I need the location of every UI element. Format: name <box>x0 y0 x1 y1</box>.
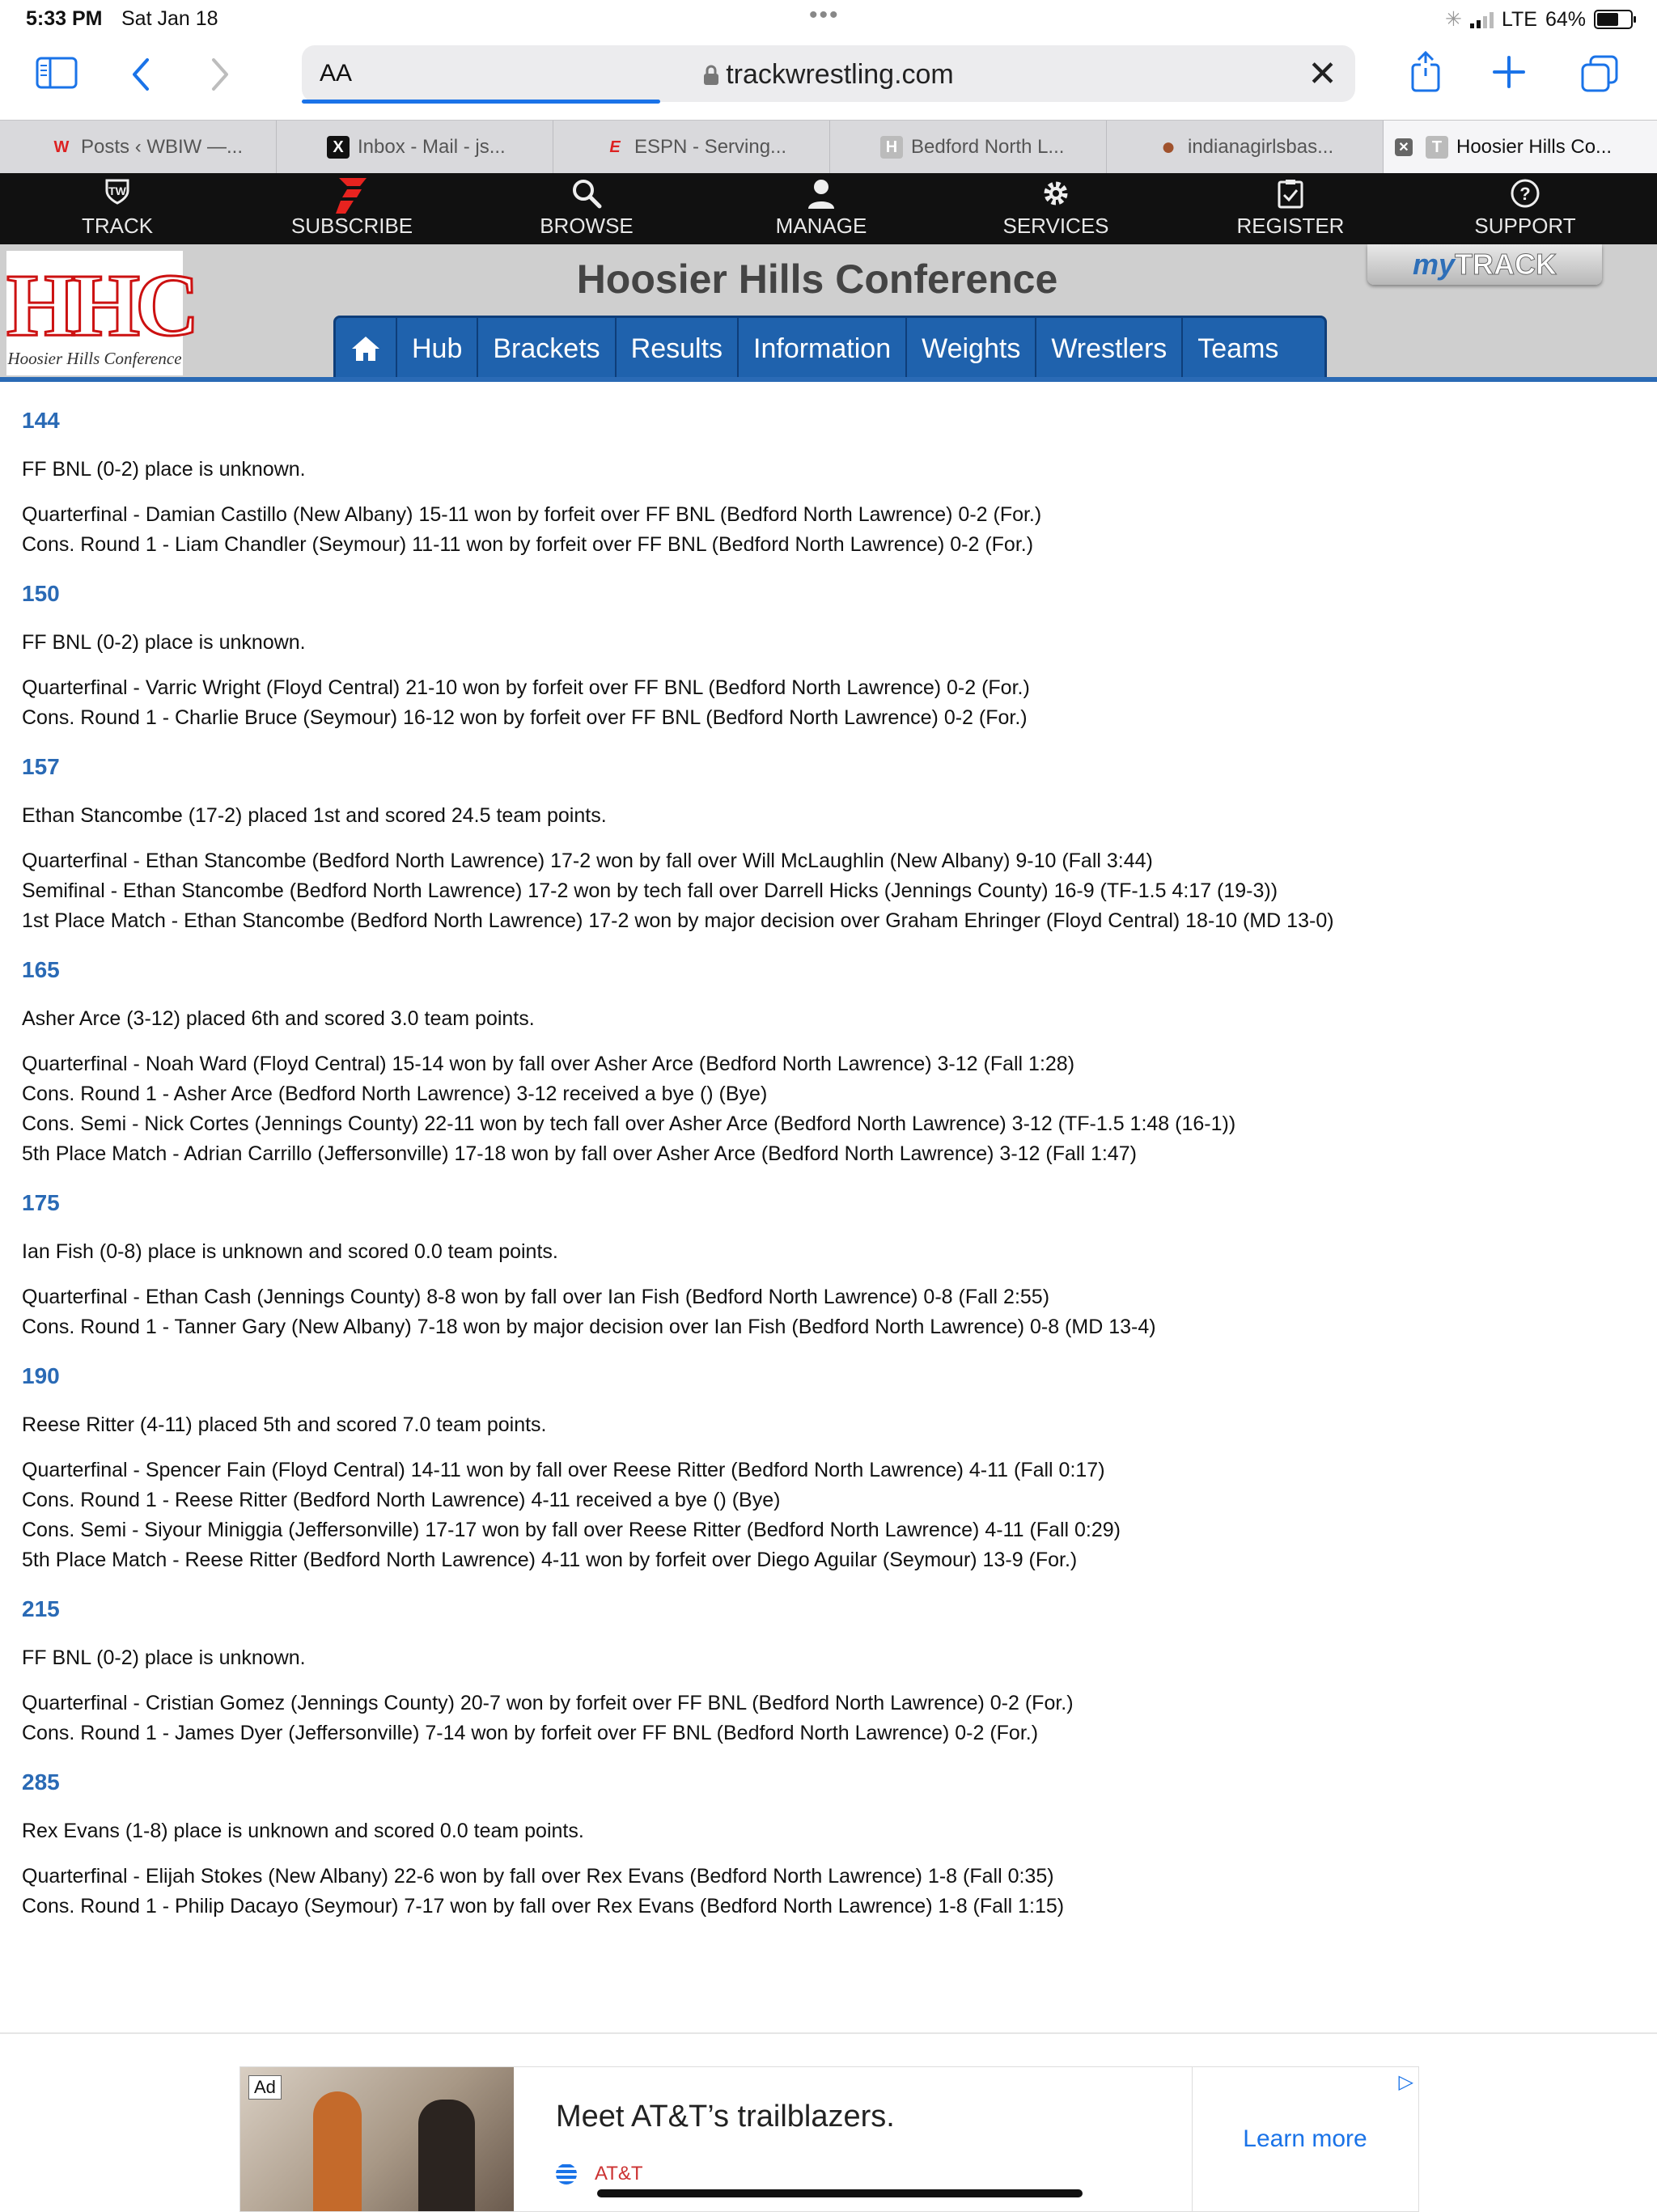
logo-subtitle: Hoosier Hills Conference <box>7 349 182 368</box>
conference-header <box>0 244 1657 377</box>
subnav-wrestlers[interactable]: Wrestlers <box>1036 318 1183 379</box>
mail-favicon-icon: X <box>327 136 350 159</box>
nav-subscribe[interactable] <box>235 173 469 244</box>
page-title: Hoosier Hills Conference <box>576 256 1058 302</box>
tab-title: indianagirlsbas... <box>1188 136 1334 158</box>
weight-section <box>22 1593 1632 1748</box>
tab-title: Posts ‹ WBIW —... <box>81 136 244 158</box>
reader-options-button[interactable]: AA <box>320 60 353 87</box>
ad-divider <box>0 2032 1657 2034</box>
placement-summary: FF BNL (0-2) place is unknown. <box>22 1646 306 1669</box>
mytrack-my: my <box>1412 248 1456 281</box>
nav-track[interactable] <box>0 173 235 244</box>
match-result: Cons. Round 1 - Tanner Gary (New Albany) 7-18 won by major decision over Ian Fish (Bedford North Lawrence) 0-8 (MD 13-4) <box>22 1316 1156 1338</box>
subnav-results[interactable]: Results <box>617 318 739 379</box>
weight-section <box>22 1187 1632 1342</box>
learn-more-button[interactable]: Learn more <box>1243 2125 1367 2152</box>
home-indicator[interactable] <box>597 2189 1083 2197</box>
weight-class-heading: 157 <box>22 754 60 779</box>
weight-class-heading: 165 <box>22 957 60 982</box>
mytrack-button[interactable] <box>1367 244 1602 285</box>
ad-headline[interactable]: Meet AT&T’s trailblazers. <box>556 2100 895 2134</box>
match-result: Cons. Round 1 - Reese Ritter (Bedford North Lawrence) 4-11 received a bye () (Bye) <box>22 1489 781 1511</box>
weight-section <box>22 1766 1632 1922</box>
weight-class-heading: 175 <box>22 1190 60 1215</box>
nav-label: REGISTER <box>1236 214 1345 238</box>
match-result: 5th Place Match - Reese Ritter (Bedford North Lawrence) 4-11 won by forfeit over Diego Aguilar (Seymour) 13-9 (For.) <box>22 1549 1078 1571</box>
placement-summary: Rex Evans (1-8) place is unknown and scored 0.0 team points. <box>22 1820 584 1842</box>
battery-icon <box>1594 10 1633 29</box>
weight-section <box>22 751 1632 936</box>
match-result: Cons. Round 1 - Asher Arce (Bedford North Lawrence) 3-12 received a bye () (Bye) <box>22 1083 768 1105</box>
url-domain: trackwrestling.com <box>726 59 954 90</box>
nav-support[interactable] <box>1408 173 1642 244</box>
page-favicon-icon: H <box>880 136 903 159</box>
browser-tab[interactable] <box>553 121 830 174</box>
multitask-dots-icon[interactable]: ••• <box>809 2 840 28</box>
ad-brand <box>556 2163 643 2185</box>
mytrack-track: TRACK <box>1455 248 1557 281</box>
weight-section <box>22 578 1632 733</box>
match-result: Cons. Round 1 - Charlie Bruce (Seymour) 16-12 won by forfeit over FF BNL (Bedford North Lawrence) 0-2 (For.) <box>22 706 1028 729</box>
user-icon <box>704 178 939 214</box>
status-bar <box>0 0 1657 39</box>
trackwrestling-nav <box>0 173 1657 244</box>
nav-label: SUPPORT <box>1474 214 1576 238</box>
signal-icon <box>1470 11 1494 28</box>
flo-logo-icon <box>235 178 469 214</box>
weight-class-heading: 144 <box>22 408 60 433</box>
tab-title: Hoosier Hills Co... <box>1456 136 1613 158</box>
match-list <box>22 1862 1632 1922</box>
tab-title: Bedford North L... <box>911 136 1065 158</box>
subnav-brackets[interactable]: Brackets <box>478 318 616 379</box>
search-icon <box>469 178 704 214</box>
weight-section <box>22 954 1632 1169</box>
svg-text:TW: TW <box>108 184 126 197</box>
match-result: 5th Place Match - Adrian Carrillo (Jeffersonville) 17-18 won by fall over Asher Arce (Bedford North Lawrence) 3-12 (Fall 1:47) <box>22 1142 1137 1165</box>
match-result: Quarterfinal - Cristian Gomez (Jennings County) 20-7 won by forfeit over FF BNL (Bedford North Lawrence) 0-2 (For.) <box>22 1692 1074 1714</box>
loading-spinner-icon: ✳ <box>1445 8 1462 31</box>
battery-percent: 64% <box>1545 7 1586 31</box>
ad-tag: Ad <box>248 2075 282 2100</box>
status-date: Sat Jan 18 <box>121 7 218 30</box>
loading-progress-bar <box>302 100 660 104</box>
match-result: Quarterfinal - Elijah Stokes (New Albany) 22-6 won by fall over Rex Evans (Bedford North Lawrence) 1-8 (Fall 0:35) <box>22 1865 1054 1888</box>
nav-label: SUBSCRIBE <box>290 214 413 238</box>
match-result: Cons. Round 1 - James Dyer (Jeffersonville) 7-14 won by forfeit over FF BNL (Bedford North Lawrence) 0-2 (For.) <box>22 1722 1039 1744</box>
match-list <box>22 1456 1632 1575</box>
placement-summary: Ethan Stancombe (17-2) placed 1st and scored 24.5 team points. <box>22 804 607 827</box>
match-result: Quarterfinal - Ethan Stancombe (Bedford North Lawrence) 17-2 won by fall over Will McLaughlin (New Albany) 9-10 (Fall 3:44) <box>22 850 1153 872</box>
match-result: Quarterfinal - Damian Castillo (New Albany) 15-11 won by forfeit over FF BNL (Bedford North Lawrence) 0-2 (For.) <box>22 503 1042 526</box>
match-list <box>22 500 1632 560</box>
ad-brand-name: AT&T <box>595 2163 643 2184</box>
match-list <box>22 1049 1632 1169</box>
nav-manage[interactable] <box>704 173 939 244</box>
match-result: Quarterfinal - Noah Ward (Floyd Central) 15-14 won by fall over Asher Arce (Bedford North Lawrence) 3-12 (Fall 1:28) <box>22 1053 1075 1075</box>
ad-person-figure <box>418 2100 475 2211</box>
match-list <box>22 846 1632 936</box>
match-result: Cons. Semi - Nick Cortes (Jennings County) 22-11 won by tech fall over Asher Arce (Bedford North Lawrence) 3-12 (TF-1.5 1:48 (16-1)) <box>22 1112 1236 1135</box>
browser-tab[interactable] <box>0 121 277 174</box>
match-result: Semifinal - Ethan Stancombe (Bedford North Lawrence) 17-2 won by tech fall over Darrell Hicks (Jennings County) 16-9 (TF-1.5 4:17 (19-3)) <box>22 879 1278 902</box>
back-icon[interactable] <box>129 57 152 99</box>
nav-label: SERVICES <box>1002 214 1109 238</box>
browser-tab-active[interactable] <box>1384 121 1657 174</box>
sidebar-icon[interactable] <box>36 57 78 95</box>
tabs-overview-icon[interactable] <box>1581 55 1618 99</box>
weight-section <box>22 1360 1632 1575</box>
ad-person-figure <box>313 2091 362 2211</box>
close-tab-icon[interactable]: ✕ <box>1395 138 1413 156</box>
match-result: Cons. Semi - Siyour Miniggia (Jeffersonville) 17-17 won by fall over Reese Ritter (Bedford North Lawrence) 4-11 (Fall 0:29) <box>22 1519 1121 1541</box>
stop-loading-icon[interactable]: ✕ <box>1307 54 1337 94</box>
weight-class-heading: 150 <box>22 581 60 606</box>
trackwrestling-favicon-icon: T <box>1426 136 1448 159</box>
weight-class-heading: 285 <box>22 1769 60 1795</box>
nav-label: BROWSE <box>540 214 634 238</box>
subnav-weights[interactable]: Weights <box>907 318 1036 379</box>
placement-summary: FF BNL (0-2) place is unknown. <box>22 631 306 654</box>
match-result: Quarterfinal - Ethan Cash (Jennings County) 8-8 won by fall over Ian Fish (Bedford North Lawrence) 0-8 (Fall 2:55) <box>22 1286 1050 1308</box>
match-result: Quarterfinal - Spencer Fain (Floyd Central) 14-11 won by fall over Reese Ritter (Bedford North Lawrence) 4-11 (Fall 0:17) <box>22 1459 1105 1481</box>
tab-title: Inbox - Mail - js... <box>358 136 506 158</box>
track-logo-icon <box>0 178 235 214</box>
results-list <box>22 398 1632 1939</box>
match-list <box>22 673 1632 733</box>
new-tab-icon[interactable] <box>1492 55 1526 95</box>
header-divider <box>0 377 1657 382</box>
match-result: Cons. Round 1 - Liam Chandler (Seymour) 11-11 won by forfeit over FF BNL (Bedford North Lawrence) 0-2 (For.) <box>22 533 1034 556</box>
browser-tab[interactable] <box>830 121 1107 174</box>
weight-class-heading: 190 <box>22 1363 60 1388</box>
status-time: 5:33 PM <box>26 7 103 30</box>
match-list <box>22 1282 1632 1342</box>
nav-label: TRACK <box>81 214 154 238</box>
hhc-logo[interactable] <box>6 251 195 375</box>
gear-icon <box>939 178 1173 214</box>
subnav-hub[interactable]: Hub <box>397 318 478 379</box>
lock-icon <box>703 65 719 86</box>
basketball-favicon-icon: ● <box>1160 133 1176 160</box>
match-list <box>22 1689 1632 1748</box>
weight-class-heading: 215 <box>22 1596 60 1621</box>
match-result: Cons. Round 1 - Philip Dacayo (Seymour) 7-17 won by fall over Rex Evans (Bedford North Lawrence) 1-8 (Fall 1:15) <box>22 1895 1065 1917</box>
browser-toolbar <box>0 39 1657 120</box>
nav-services[interactable] <box>939 173 1173 244</box>
tab-bar <box>0 120 1657 174</box>
placement-summary: Ian Fish (0-8) place is unknown and scored 0.0 team points. <box>22 1240 558 1263</box>
match-result: 1st Place Match - Ethan Stancombe (Bedford North Lawrence) 17-2 won by major decision over Graham Ehringer (Floyd Central) 18-10 (MD 13-0) <box>22 909 1334 932</box>
nav-label: MANAGE <box>775 214 867 238</box>
subnav-home[interactable] <box>336 318 397 379</box>
nav-browse[interactable] <box>469 173 704 244</box>
logo-mark: HHC <box>6 256 195 354</box>
match-result: Quarterfinal - Varric Wright (Floyd Central) 21-10 won by forfeit over FF BNL (Bedford North Lawrence) 0-2 (For.) <box>22 676 1030 699</box>
placement-summary: FF BNL (0-2) place is unknown. <box>22 458 306 481</box>
weight-section <box>22 405 1632 560</box>
wbiw-favicon-icon: W <box>53 138 70 156</box>
adchoices-icon[interactable]: ▷ <box>1398 2071 1413 2093</box>
placement-summary: Reese Ritter (4-11) placed 5th and scored 7.0 team points. <box>22 1413 547 1436</box>
status-right <box>1445 7 1633 32</box>
tab-title: ESPN - Serving... <box>634 136 787 158</box>
svg-text:?: ? <box>1519 184 1531 204</box>
conference-subnav <box>333 316 1327 379</box>
placement-summary: Asher Arce (3-12) placed 6th and scored 3.0 team points. <box>22 1007 535 1030</box>
url-text[interactable] <box>302 59 1355 91</box>
att-logo-icon <box>556 2163 577 2184</box>
subnav-information[interactable]: Information <box>739 318 907 379</box>
nav-register[interactable] <box>1173 173 1408 244</box>
home-icon <box>350 335 381 362</box>
clipboard-check-icon <box>1173 178 1408 214</box>
espn-favicon-icon: E <box>609 138 621 156</box>
ad-image[interactable] <box>240 2067 514 2211</box>
address-bar[interactable] <box>302 45 1355 102</box>
browser-tab[interactable] <box>277 121 553 174</box>
forward-icon[interactable] <box>209 57 231 99</box>
browser-tab[interactable] <box>1107 121 1384 174</box>
help-icon <box>1408 178 1642 214</box>
subnav-teams[interactable]: Teams <box>1197 333 1279 364</box>
share-icon[interactable] <box>1408 50 1443 100</box>
network-label: LTE <box>1501 7 1537 31</box>
